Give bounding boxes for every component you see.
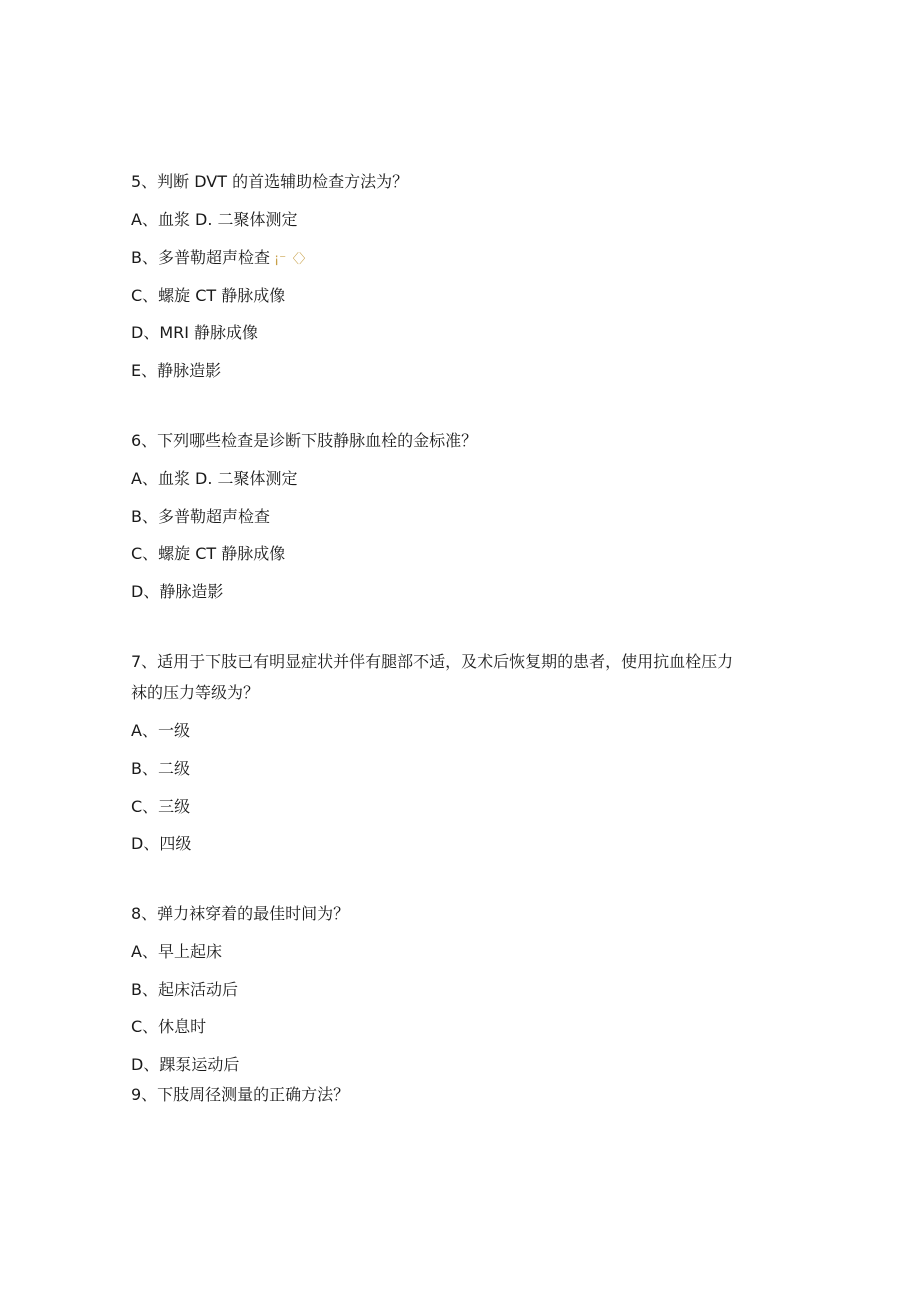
- question-8-option-a: A、早上起床: [131, 942, 222, 961]
- question-7-option-a: A、一级: [131, 721, 190, 740]
- question-7-stem-line-1: 7、适用于下肢已有明显症状并伴有腿部不适，及术后恢复期的患者，使用抗血栓压力: [131, 652, 734, 671]
- question-7-option-b: B、二级: [131, 759, 190, 778]
- ink-mark: ¡⁻〈〉: [273, 252, 313, 267]
- question-7-stem-line-2: 袜的压力等级为？: [131, 683, 260, 702]
- question-5-option-a: A、血浆 D. 二聚体测定: [131, 210, 298, 229]
- question-6-option-c: C、螺旋 CT 静脉成像: [131, 544, 286, 563]
- question-7-option-d: D、四级: [131, 834, 192, 853]
- question-5-option-c: C、螺旋 CT 静脉成像: [131, 286, 286, 305]
- question-9-stem: 9、下肢周径测量的正确方法？: [131, 1085, 350, 1104]
- question-6-option-d: D、静脉造影: [131, 582, 224, 601]
- question-5-option-d: D、MRI 静脉成像: [131, 323, 259, 342]
- question-8-option-d: D、踝泵运动后: [131, 1055, 240, 1074]
- question-5-option-e: E、静脉造影: [131, 361, 222, 380]
- question-6-option-b: B、多普勒超声检查: [131, 507, 270, 526]
- question-7-option-c: C、三级: [131, 797, 191, 816]
- question-6-stem: 6、下列哪些检查是诊断下肢静脉血栓的金标准？: [131, 431, 478, 450]
- question-8-option-c: C、休息时: [131, 1017, 207, 1036]
- question-8-stem: 8、弹力袜穿着的最佳时间为？: [131, 904, 350, 923]
- option-text: B、多普勒超声检查: [131, 248, 270, 267]
- question-5-option-b: [131, 248, 312, 270]
- question-5-stem: 5、判断 DVT 的首选辅助检查方法为？: [131, 172, 409, 191]
- question-8-option-b: B、起床活动后: [131, 980, 238, 999]
- question-6-option-a: A、血浆 D. 二聚体测定: [131, 469, 298, 488]
